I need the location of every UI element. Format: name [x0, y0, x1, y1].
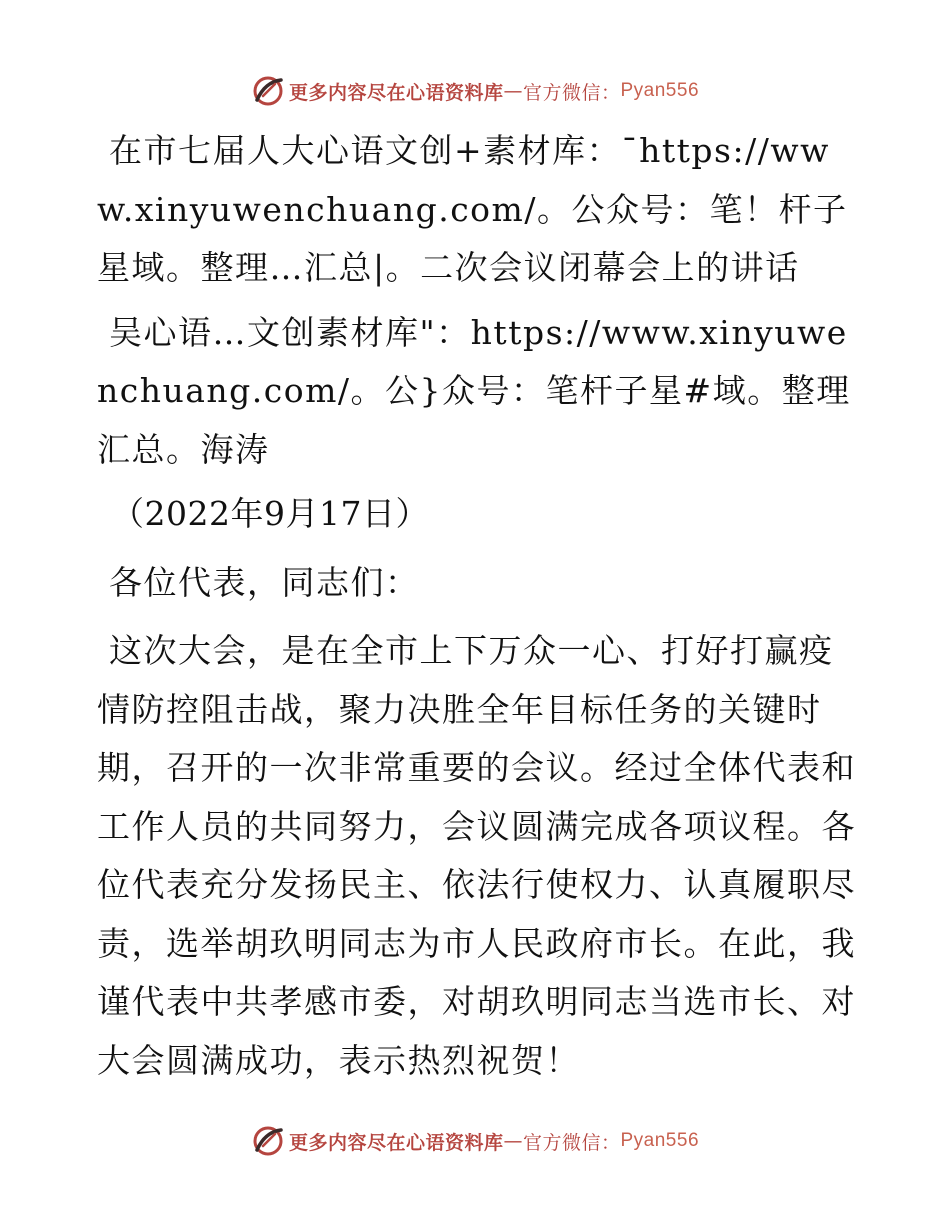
banner-main-text: 更多内容尽在心语资料库 — [288, 1131, 504, 1154]
banner-wechat-id: Pyan556 — [620, 1130, 700, 1151]
salutation: 各位代表，同志们： — [109, 562, 420, 602]
banner-main-text: 更多内容尽在心语资料库 — [288, 81, 504, 104]
title-line-1: 在市七届人大心语文创+素材库：¯https://www.xinyuwenchuang.com/。公众号：笔！杆子星域。整理…汇总|。二次会议闭幕会上的讲话 — [97, 131, 848, 287]
speech-date: （2022年9月17日） — [111, 494, 429, 533]
body-paragraph: 这次大会，是在全市上下万众一心、打好打赢疫情防控阻击战，聚力决胜全年目标任务的关键时期，召开的一次非常重要的会议。经过全体代表和工作人员的共同努力，会议圆满完成各项议程。各位代表充分发扬民主、依法行使权力、认真履职尽责，选举胡玖明同志为市人民政府市长。在此，我谨代表中共孝感市委，对胡玖明同志当选市长、对大会圆满成功，表示热烈祝贺！ — [97, 631, 856, 1080]
pen-swirl-logo-icon — [251, 74, 285, 108]
banner-wechat-label: 官方微信： — [522, 1131, 621, 1154]
banner-dash: — — [503, 80, 523, 102]
document-body — [97, 122, 857, 1096]
header-banner — [0, 71, 950, 111]
banner-dash: — — [503, 1130, 523, 1152]
footer-banner — [0, 1121, 950, 1161]
banner-wechat-label: 官方微信： — [522, 81, 621, 104]
title-line-2: 吴心语…文创素材库"：https://www.xinyuwenchuang.com/。公}众号：笔杆子星#域。整理汇总。海涛 — [97, 312, 851, 469]
pen-swirl-logo-icon — [251, 1124, 285, 1158]
banner-wechat-id: Pyan556 — [620, 80, 700, 101]
